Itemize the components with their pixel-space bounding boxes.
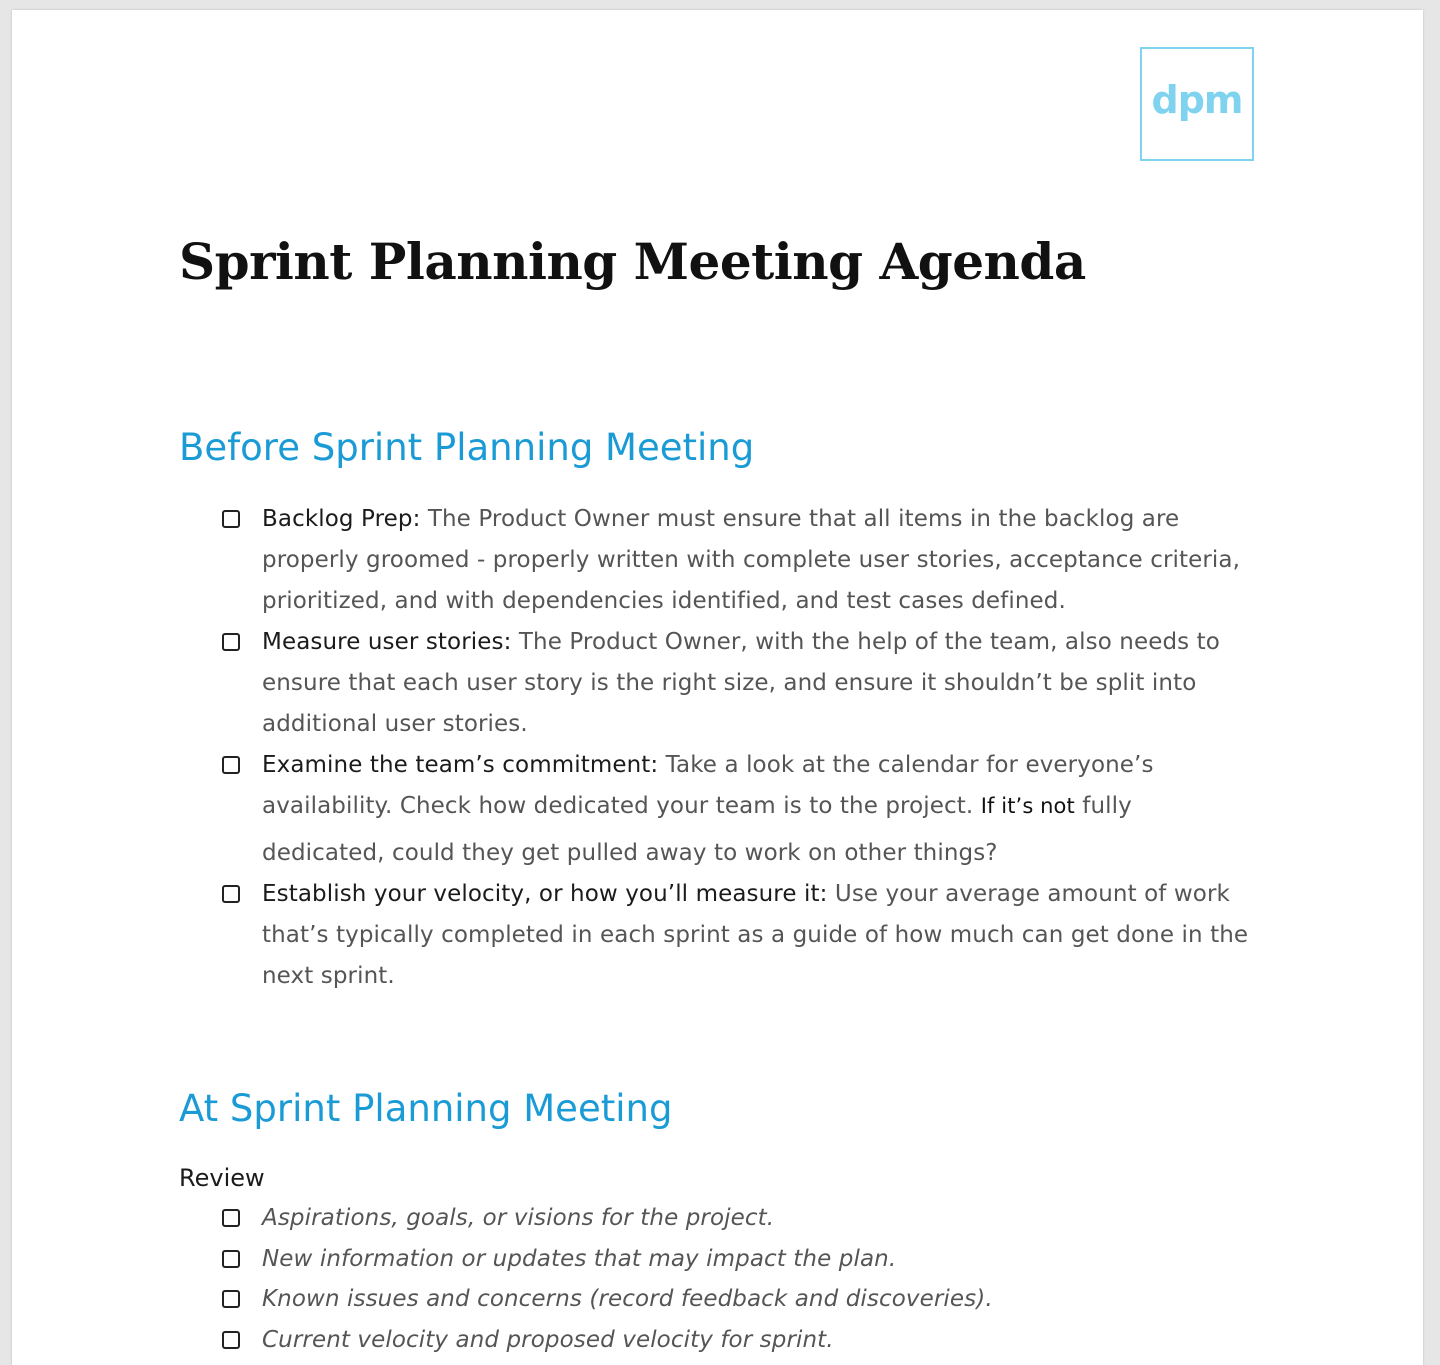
dpm-logo xyxy=(1140,47,1254,161)
item-term: Establish your velocity, or how you’ll measure it: xyxy=(262,881,828,907)
checklist-item xyxy=(220,874,1260,997)
section-heading-before: Before Sprint Planning Meeting xyxy=(179,426,755,469)
checkbox[interactable] xyxy=(222,1250,240,1268)
checkbox[interactable] xyxy=(222,1331,240,1349)
item-text: New information or updates that may impact the plan. xyxy=(262,1245,897,1272)
item-text: Take a look at the calendar for everyone’s availability. Check how dedicated your team is to the project. xyxy=(262,752,1154,819)
item-term: Measure user stories: xyxy=(262,629,512,655)
item-text: The Product Owner must ensure that all items in the backlog are properly groomed - properly written with complete user stories, acceptance criteria, prioritized, and with dependencies identified, and test cases defined. xyxy=(262,506,1241,614)
checklist-item xyxy=(220,1239,1220,1280)
item-text: Current velocity and proposed velocity for sprint. xyxy=(262,1326,834,1353)
review-label: Review xyxy=(179,1164,265,1192)
item-term: Examine the team’s commitment: xyxy=(262,752,659,778)
checkbox[interactable] xyxy=(222,510,240,528)
item-text: The Product Owner, with the help of the team, also needs to ensure that each user story is the right size, and ensure it shouldn’t be split into additional user stories. xyxy=(262,629,1220,737)
checkbox[interactable] xyxy=(222,633,240,651)
checklist-item xyxy=(220,622,1260,745)
item-inline-dark: If it’s not xyxy=(980,794,1075,818)
page-title: Sprint Planning Meeting Agenda xyxy=(179,232,1086,291)
checkbox[interactable] xyxy=(222,756,240,774)
item-term: Backlog Prep: xyxy=(262,506,421,532)
logo-text: dpm xyxy=(1151,78,1243,122)
item-text: Use your average amount of work that’s typically completed in each sprint as a guide of how much can get done in the next sprint. xyxy=(262,881,1249,989)
section-heading-at: At Sprint Planning Meeting xyxy=(179,1087,673,1130)
item-text-tail: dedicated, could they get pulled away to work on other things? xyxy=(262,840,998,866)
item-text: Aspirations, goals, or visions for the project. xyxy=(262,1205,775,1231)
document-page xyxy=(12,10,1423,1365)
review-checklist xyxy=(220,1198,1220,1360)
checklist-item xyxy=(220,499,1260,622)
checklist-item xyxy=(220,1198,1220,1239)
checklist-item xyxy=(220,1279,1220,1320)
item-text: Known issues and concerns (record feedback and discoveries). xyxy=(262,1286,993,1312)
checkbox[interactable] xyxy=(222,885,240,903)
checklist-item xyxy=(220,1320,1220,1361)
checklist-item xyxy=(220,745,1260,874)
item-text-after: fully xyxy=(1074,793,1132,819)
before-checklist xyxy=(220,499,1260,997)
checkbox[interactable] xyxy=(222,1290,240,1308)
checkbox[interactable] xyxy=(222,1209,240,1227)
